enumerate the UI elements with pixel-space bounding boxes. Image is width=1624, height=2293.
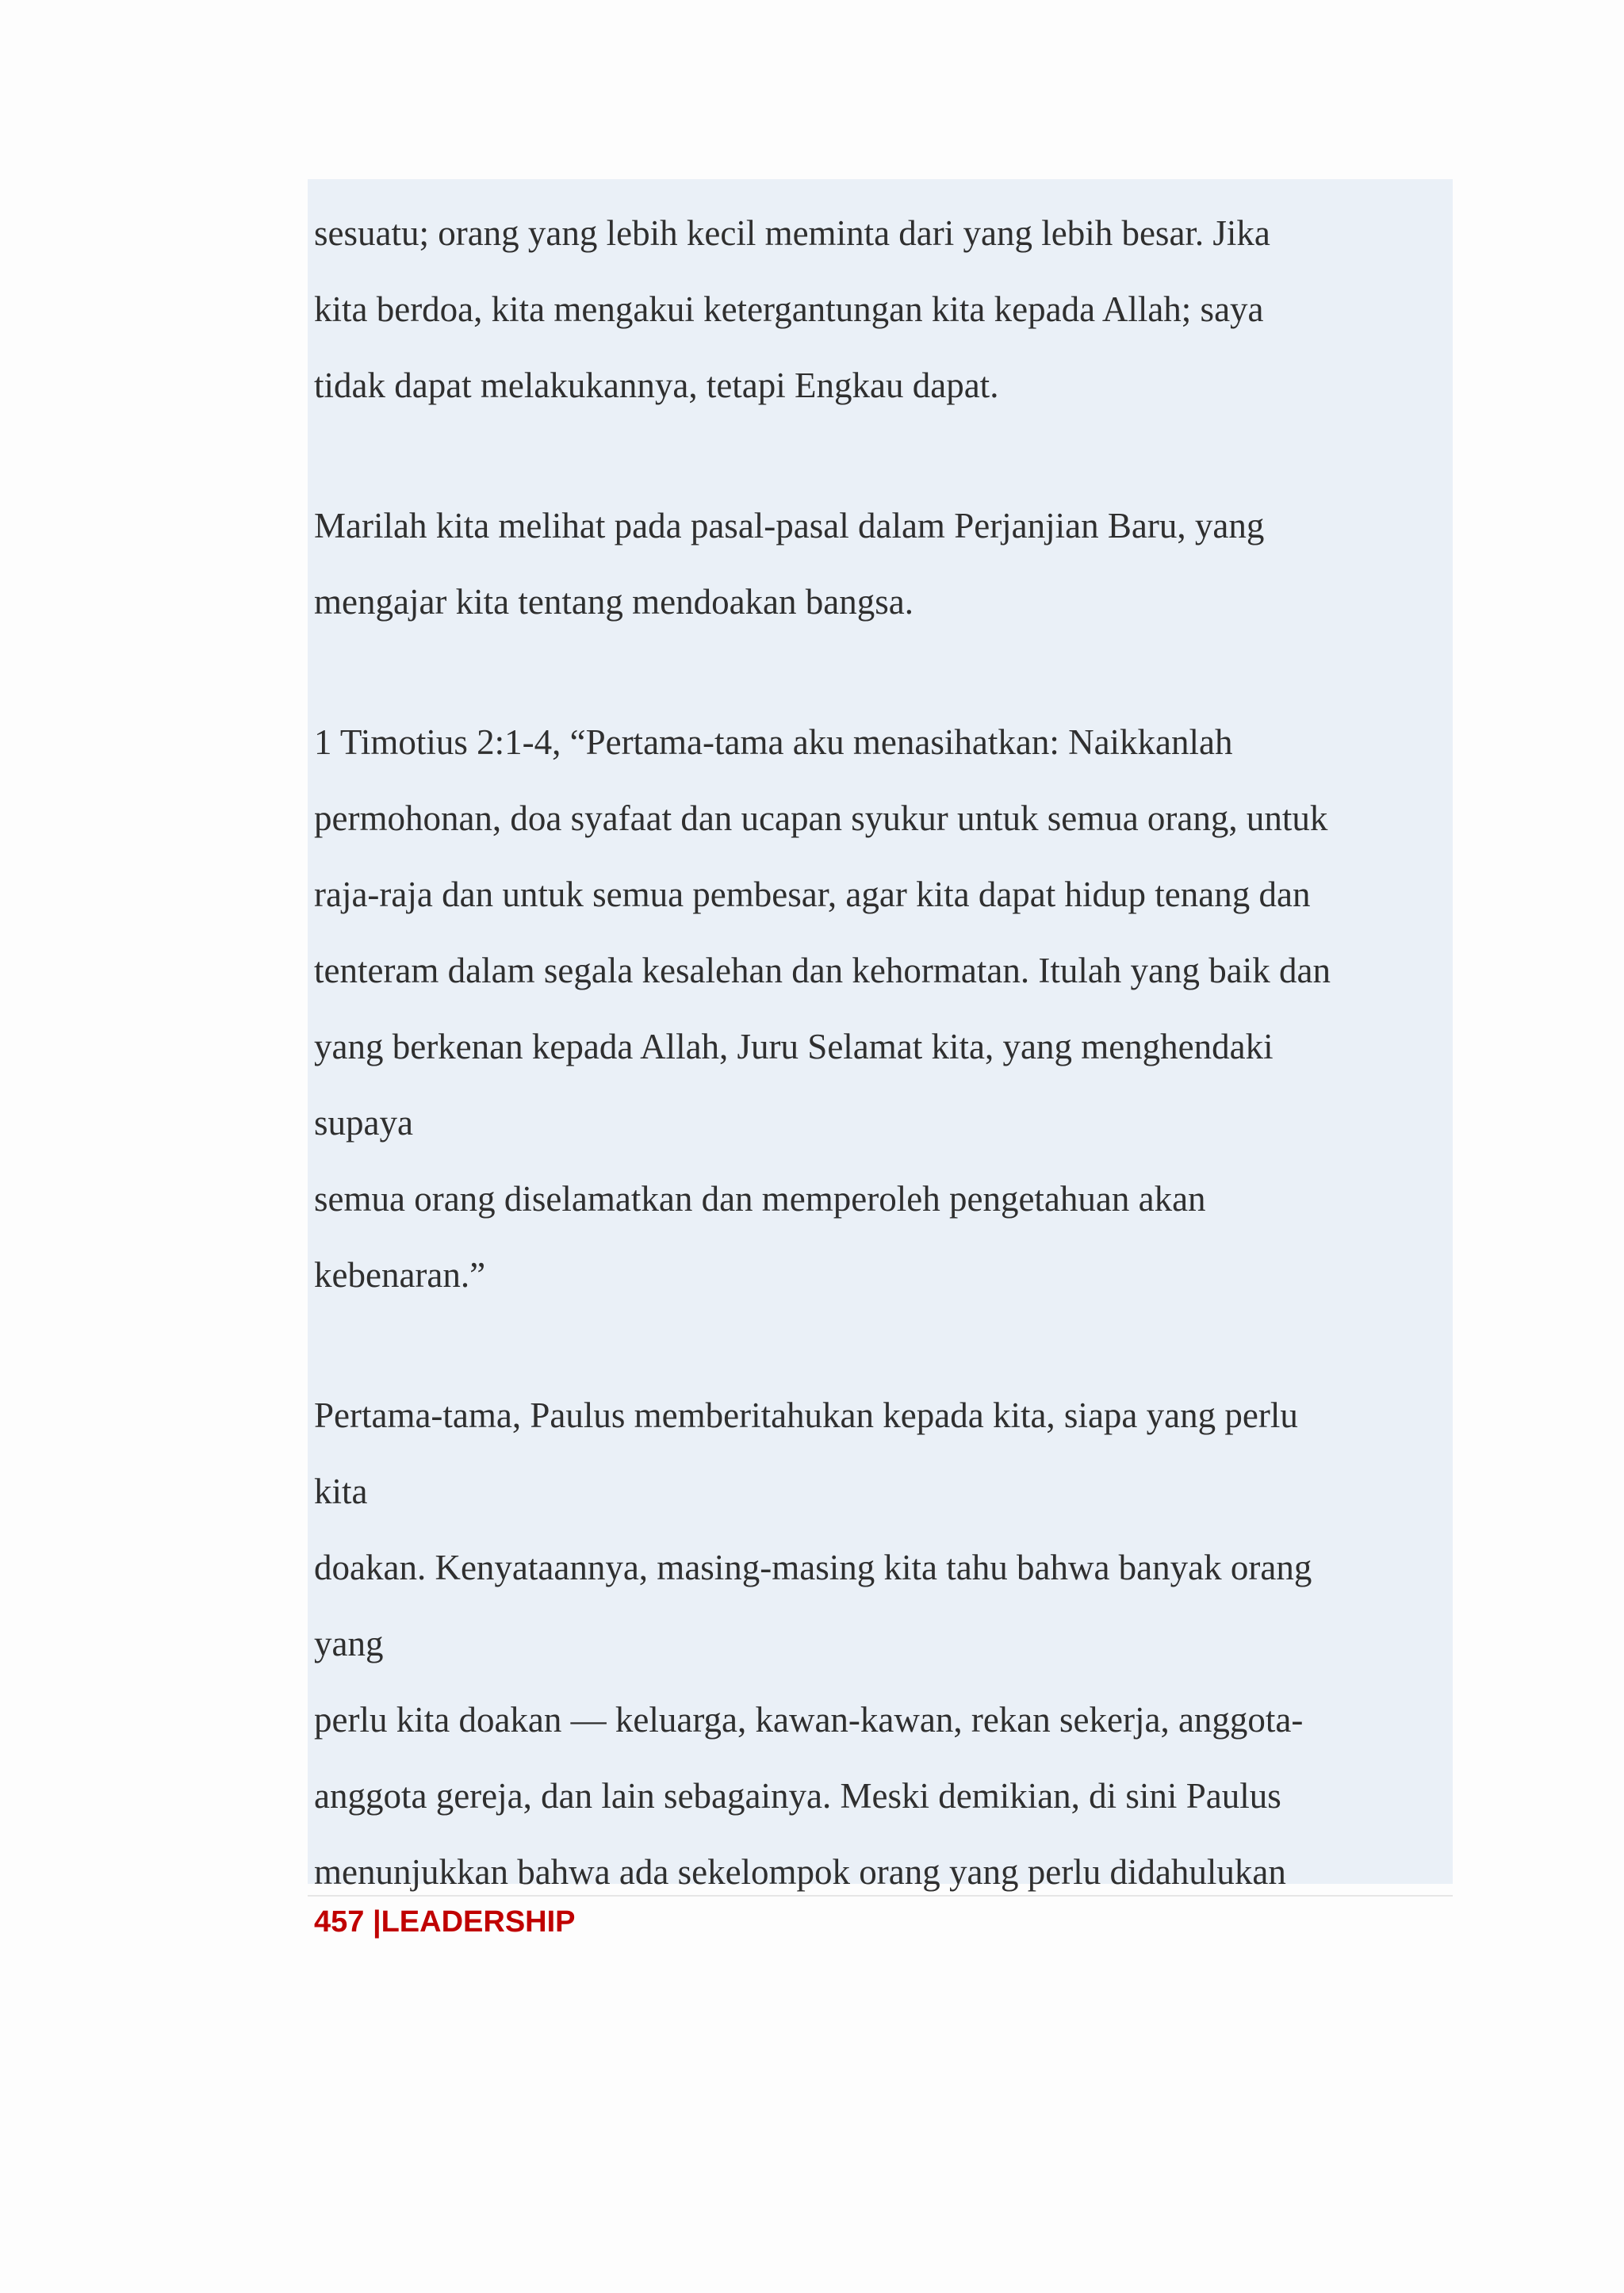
text-line: tidak dapat melakukannya, tetapi Engkau dapat.: [314, 366, 999, 405]
text-line: tenteram dalam segala kesalehan dan kehormatan. Itulah yang baik dan: [314, 951, 1331, 990]
text-line: yang: [314, 1624, 384, 1663]
text-line: anggota gereja, dan lain sebagainya. Meski demikian, di sini Paulus: [314, 1776, 1281, 1816]
page-footer: 457 |LEADERSHIP: [314, 1905, 576, 1939]
text-line: kita berdoa, kita mengakui ketergantungan kita kepada Allah; saya: [314, 289, 1264, 329]
footer-divider: [308, 1895, 1453, 1897]
text-line: menunjukkan bahwa ada sekelompok orang yang perlu didahulukan: [314, 1852, 1286, 1892]
text-line: 1 Timotius 2:1-4, “Pertama-tama aku menasihatkan: Naikkanlah: [314, 722, 1233, 762]
text-line: supaya: [314, 1103, 413, 1143]
text-line: raja-raja dan untuk semua pembesar, agar kita dapat hidup tenang dan: [314, 875, 1311, 914]
text-line: kebenaran.”: [314, 1255, 486, 1295]
text-line: yang berkenan kepada Allah, Juru Selamat kita, yang menghendaki: [314, 1027, 1274, 1066]
text-line: doakan. Kenyataannya, masing-masing kita tahu bahwa banyak orang: [314, 1548, 1312, 1587]
text-line: Pertama-tama, Paulus memberitahukan kepada kita, siapa yang perlu: [314, 1395, 1298, 1435]
text-line: mengajar kita tentang mendoakan bangsa.: [314, 582, 914, 622]
text-line: sesuatu; orang yang lebih kecil meminta dari yang lebih besar. Jika: [314, 213, 1270, 253]
text-line: permohonan, doa syafaat dan ucapan syukur untuk semua orang, untuk: [314, 798, 1328, 838]
text-line: semua orang diselamatkan dan memperoleh pengetahuan akan: [314, 1179, 1206, 1219]
text-line: perlu kita doakan — keluarga, kawan-kawan, rekan sekerja, anggota-: [314, 1700, 1304, 1740]
text-line: kita: [314, 1472, 368, 1511]
text-line: Marilah kita melihat pada pasal-pasal dalam Perjanjian Baru, yang: [314, 506, 1265, 545]
body-text-block: [308, 179, 1453, 1892]
